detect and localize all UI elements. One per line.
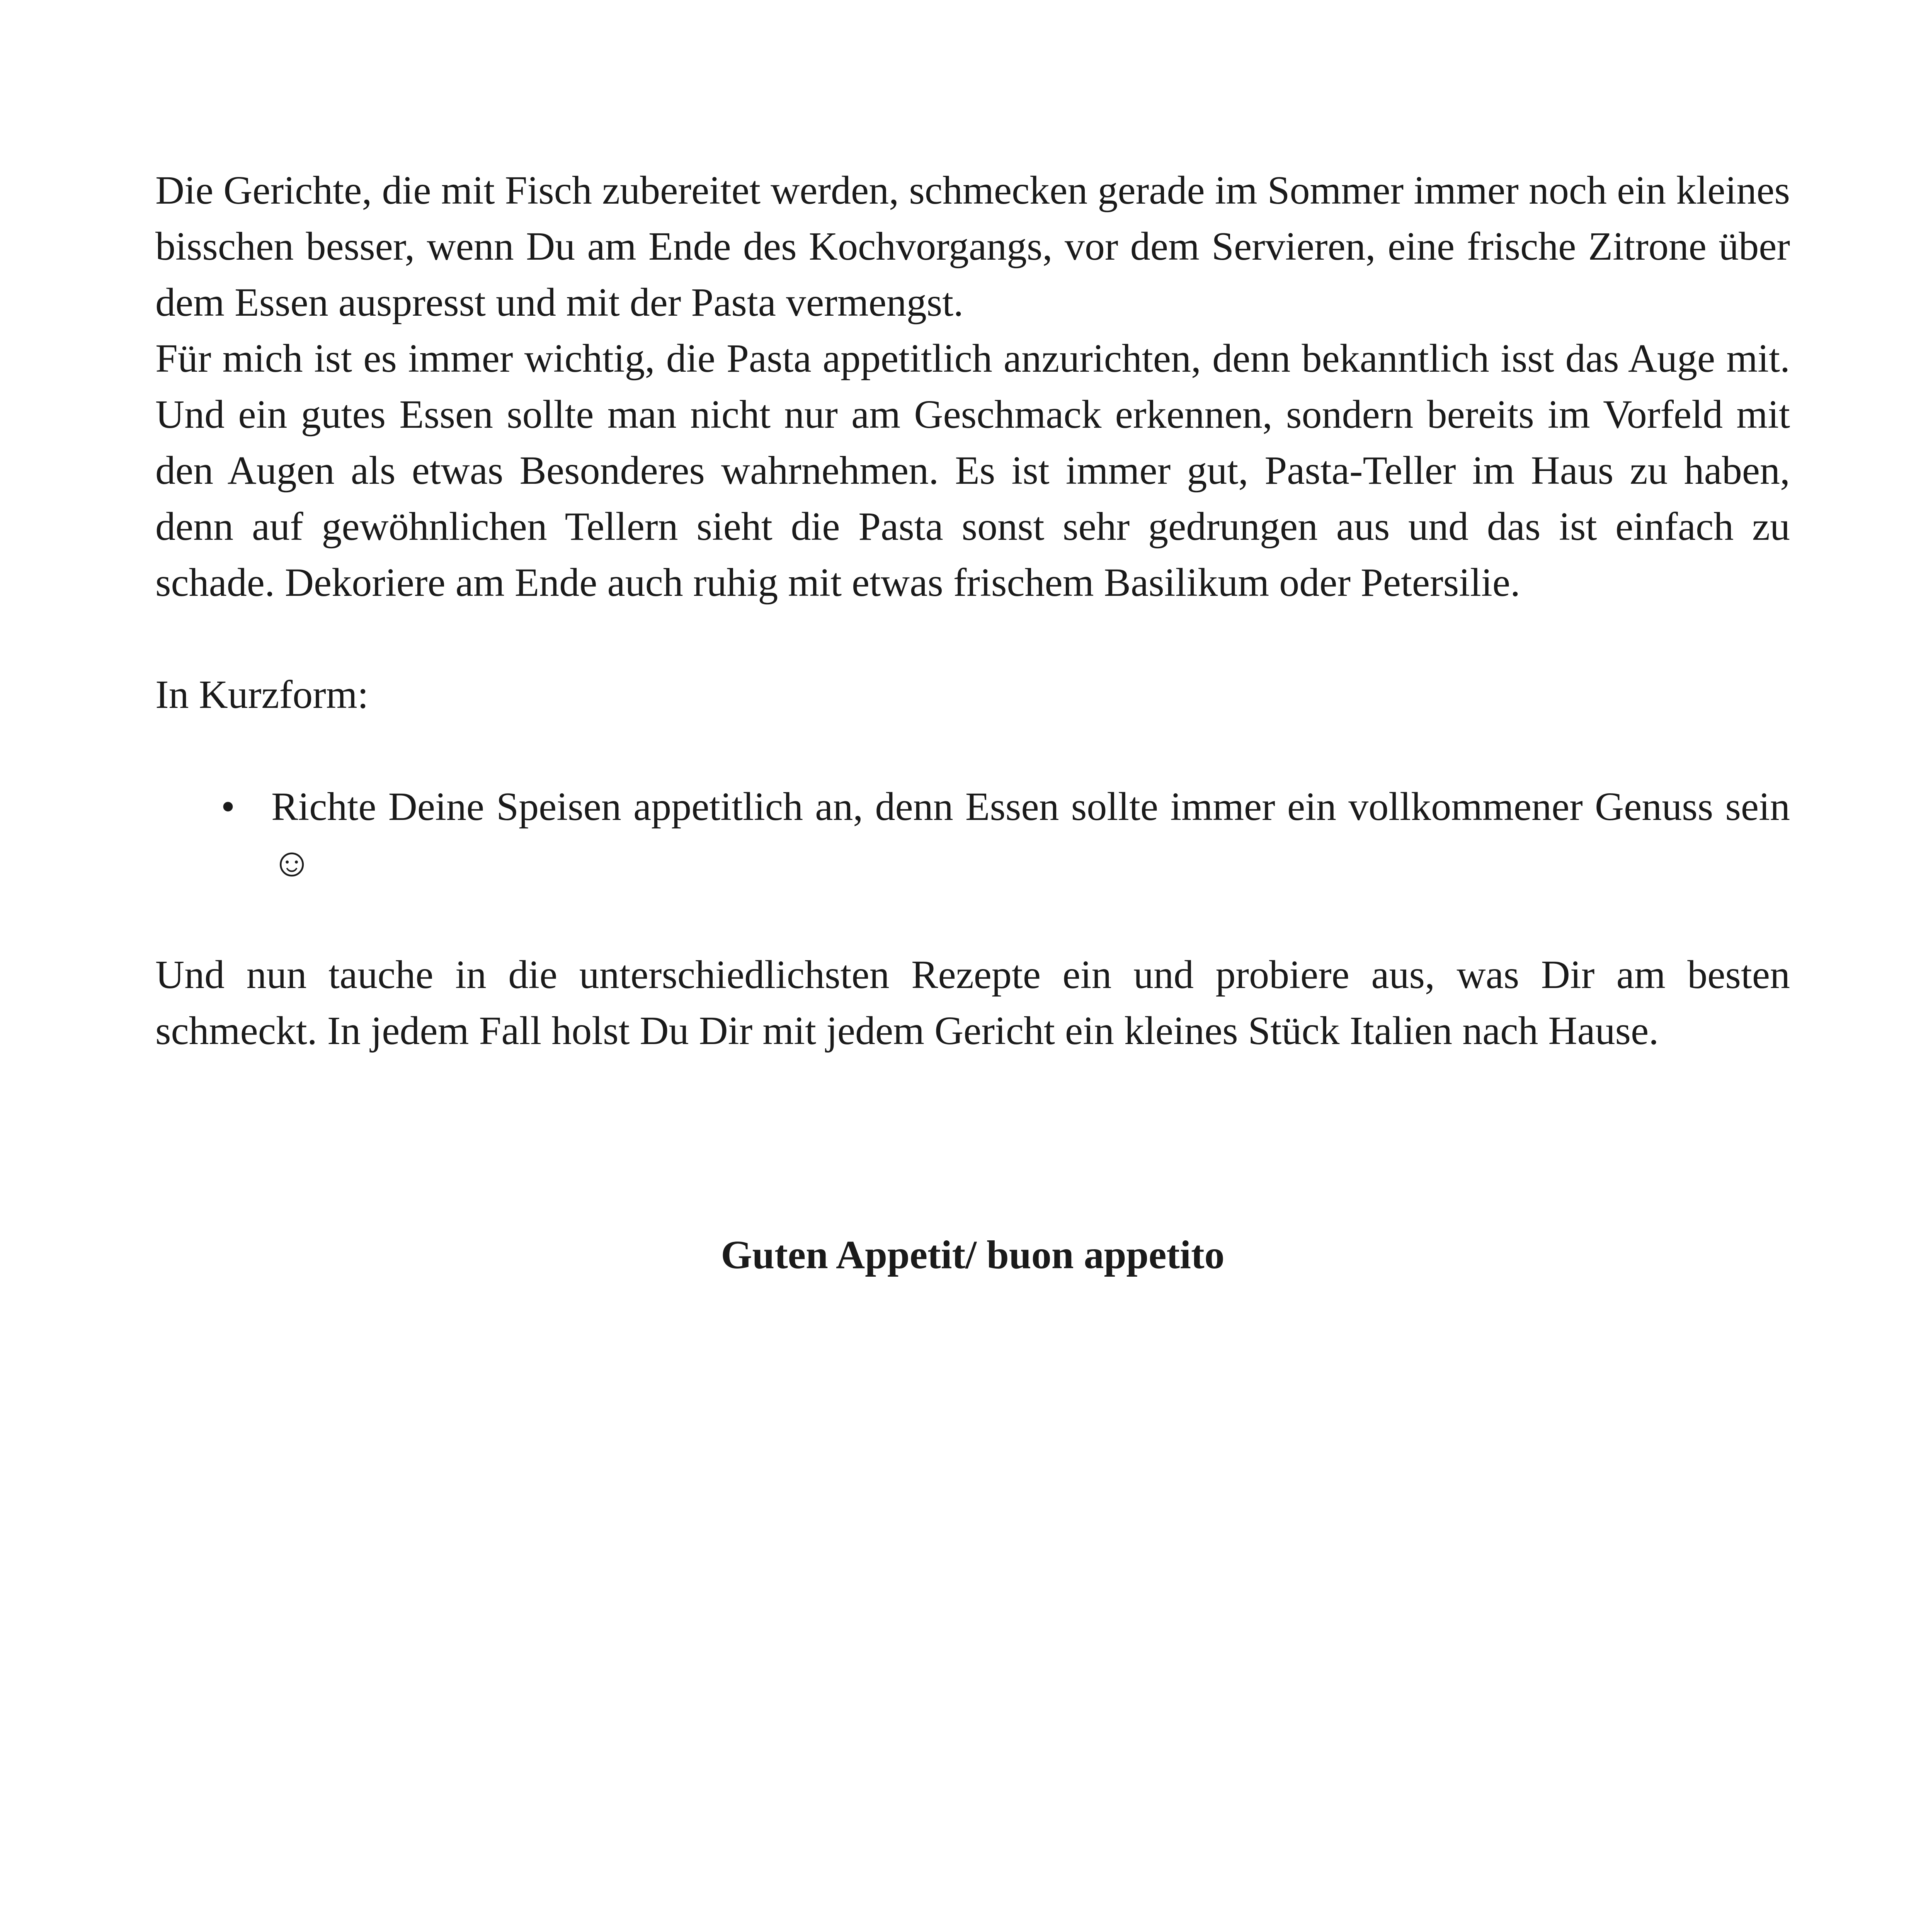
summary-list [155,779,1790,891]
list-item [155,779,1790,891]
closing-greeting: Guten Appetit/ buon appetito [721,1233,1225,1277]
spacer [155,1171,1790,1227]
paragraph-outro: Und nun tauche in die unterschiedlichsten Rezepte ein und probiere aus, was Dir am besten schmeckt. In jedem Fall holst Du Dir mit jedem Gericht ein kleines Stück Italien nach Hause. [155,952,1790,1053]
document-page [155,162,1790,1283]
spacer [155,891,1790,947]
spacer [155,1115,1790,1171]
spacer [155,723,1790,779]
bullet-icon: • [221,784,235,829]
paragraph-fish-tip: Die Gerichte, die mit Fisch zubereitet werden, schmecken gerade im Sommer immer noch ein kleines bisschen besser, wenn Du am Ende des Kochvorgangs, vor dem Servieren, eine frische Zitrone über dem Essen auspresst und mit der Pasta vermengst. [155,168,1790,325]
spacer [155,611,1790,667]
list-item-text: Richte Deine Speisen appetitlich an, denn Essen sollte immer ein vollkommener Genuss sein ☺ [271,784,1790,885]
spacer [155,1059,1790,1115]
summary-heading: In Kurzform: [155,672,369,717]
paragraph-presentation: Für mich ist es immer wichtig, die Pasta appetitlich anzurichten, denn bekanntlich isst das Auge mit. Und ein gutes Essen sollte man nicht nur am Geschmack erkennen, sondern bereits im Vorfeld mit den Augen als etwas Besonderes wahrnehmen. Es ist immer gut, Pasta-Teller im Haus zu haben, denn auf gewöhnlichen Tellern sieht die Pasta sonst sehr gedrungen aus und das ist einfach zu schade. Dekoriere am Ende auch ruhig mit etwas frischem Basilikum oder Petersilie. [155,336,1790,605]
